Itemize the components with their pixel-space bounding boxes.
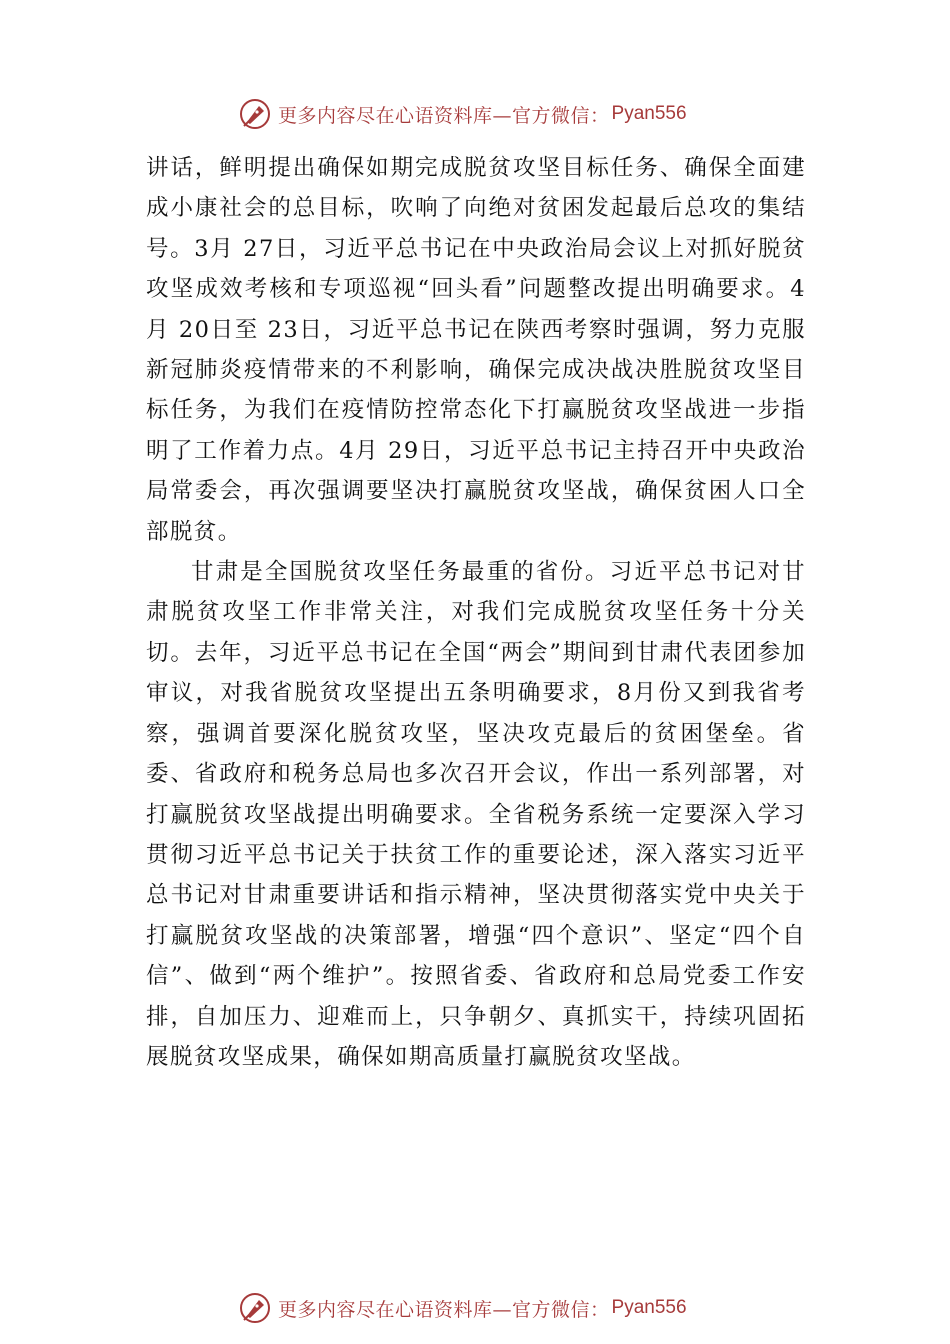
footer-watermark <box>238 1288 687 1328</box>
watermark-text: 更多内容尽在心语资料库—官方微信： <box>278 104 610 127</box>
document-body <box>146 148 806 1077</box>
watermark-wechat-id: Pyan556 <box>611 1297 687 1318</box>
pen-nib-logo-icon <box>238 97 272 131</box>
pen-nib-logo-icon <box>238 1291 272 1325</box>
paragraph-1: 讲话，鲜明提出确保如期完成脱贫攻坚目标任务、确保全面建成小康社会的总目标，吹响了向绝对贫困发起最后总攻的集结号。3月 27日，习近平总书记在中央政治局会议上对抓好脱贫攻坚成效考核和专项巡视“回头看”问题整改提出明确要求。4月 20日至 23日，习近平总书记在陕西考察时强调，努力克服新冠肺炎疫情带来的不利影响，确保完成决战决胜脱贫攻坚目标任务，为我们在疫情防控常态化下打赢脱贫攻坚战进一步指明了工作着力点。4月 29日，习近平总书记主持召开中央政治局常委会，再次强调要坚决打赢脱贫攻坚战，确保贫困人口全部脱贫。 <box>146 155 806 545</box>
paragraph-2: 甘肃是全国脱贫攻坚任务最重的省份。习近平总书记对甘肃脱贫攻坚工作非常关注，对我们完成脱贫攻坚任务十分关切。去年，习近平总书记在全国“两会”期间到甘肃代表团参加审议，对我省脱贫攻坚提出五条明确要求，8月份又到我省考察，强调首要深化脱贫攻坚，坚决攻克最后的贫困堡垒。省委、省政府和税务总局也多次召开会议，作出一系列部署，对打赢脱贫攻坚战提出明确要求。全省税务系统一定要深入学习贯彻习近平总书记关于扶贫工作的重要论述，深入落实习近平总书记对甘肃重要讲话和指示精神，坚决贯彻落实党中央关于打赢脱贫攻坚战的决策部署，增强“四个意识”、坚定“四个自信”、做到“两个维护”。按照省委、省政府和总局党委工作安排，自加压力、迎难而上，只争朝夕、真抓实干，持续巩固拓展脱贫攻坚成果，确保如期高质量打赢脱贫攻坚战。 <box>146 559 806 1070</box>
header-watermark <box>238 94 687 134</box>
watermark-text: 更多内容尽在心语资料库—官方微信： <box>278 1298 610 1321</box>
watermark-wechat-id: Pyan556 <box>611 103 687 124</box>
